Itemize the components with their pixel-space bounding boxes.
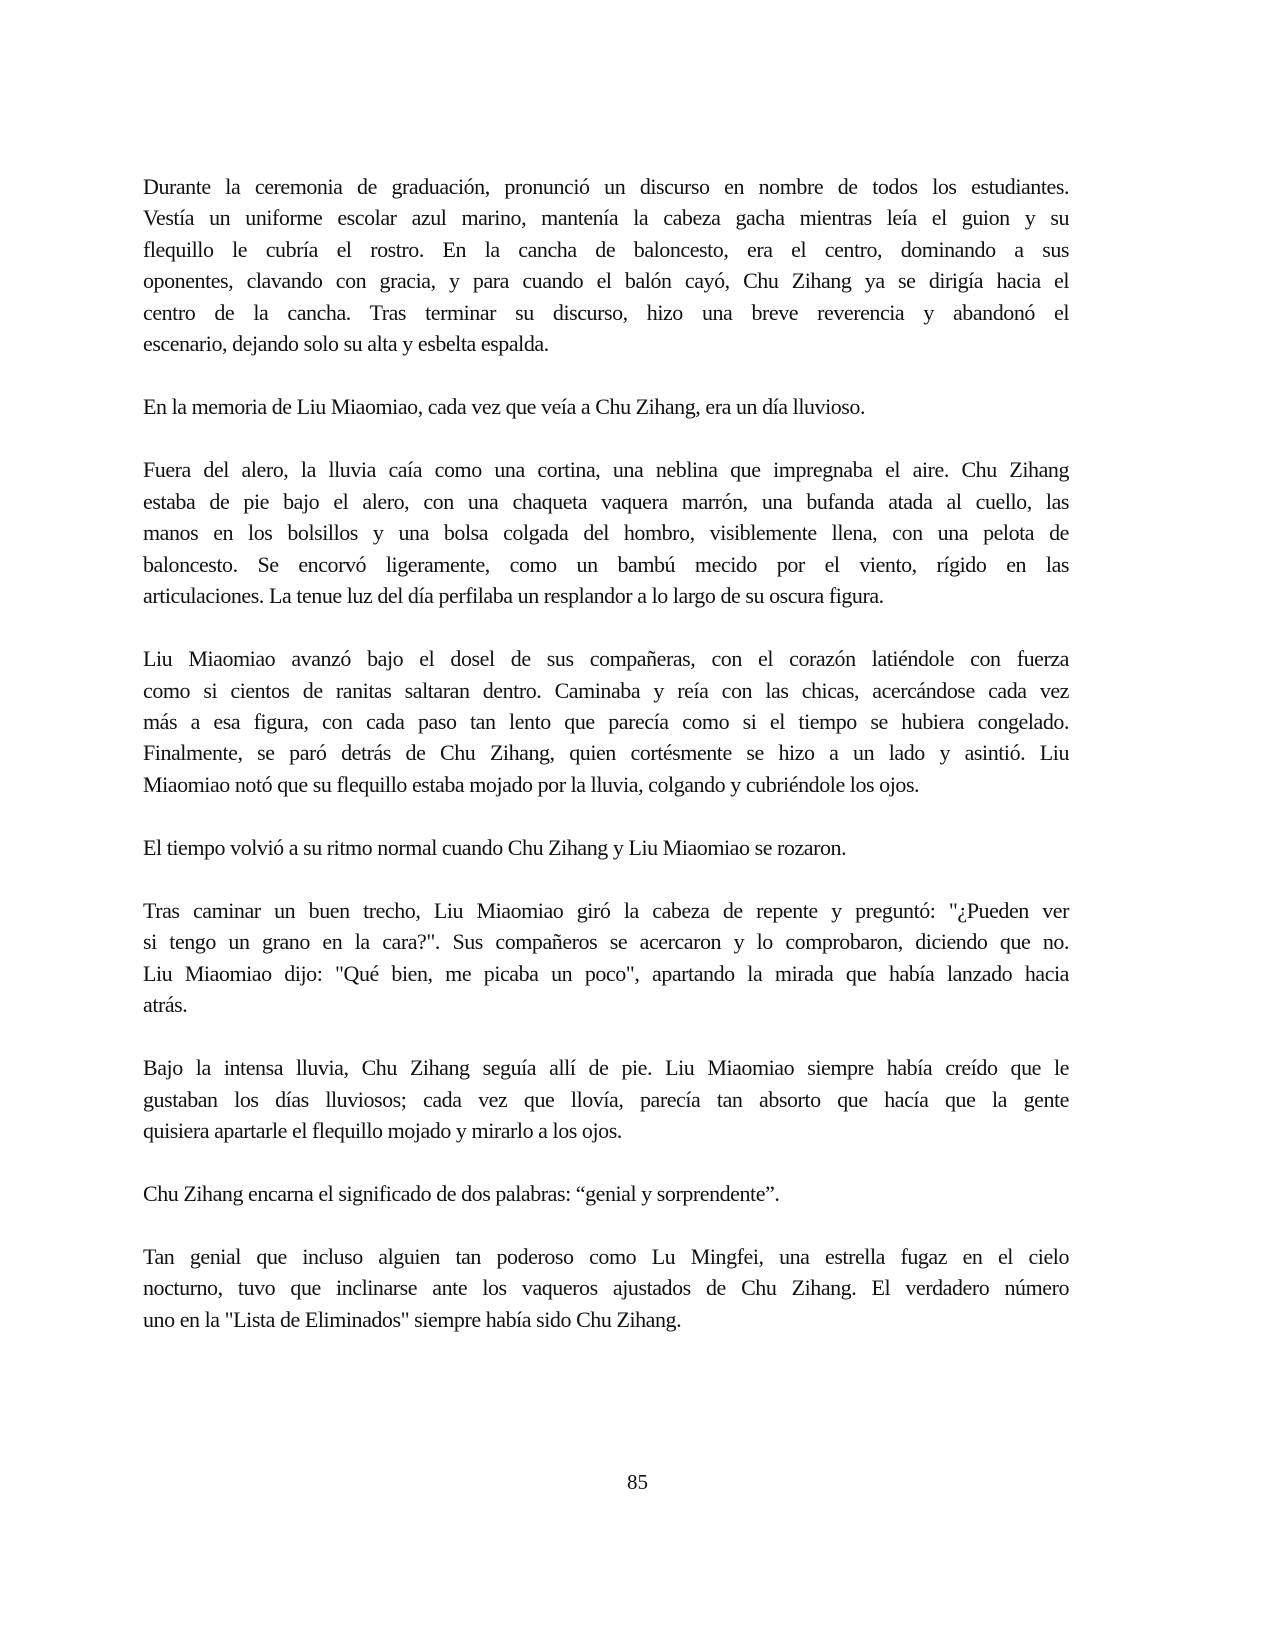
text-line: centro de la cancha. Tras terminar su discurso, hizo una breve reverencia y abandonó el (143, 299, 1069, 325)
text-line: Bajo la intensa lluvia, Chu Zihang seguía allí de pie. Liu Miaomiao siempre había creído que le (143, 1055, 1069, 1081)
text-line: oponentes, clavando con gracia, y para cuando el balón cayó, Chu Zihang ya se dirigía hacia el (143, 268, 1069, 294)
text-line: articulaciones. La tenue luz del día perfilaba un resplandor a lo largo de su oscura figura. (143, 583, 884, 609)
text-line: escenario, dejando solo su alta y esbelta espalda. (143, 331, 549, 357)
text-line: Tan genial que incluso alguien tan poderoso como Lu Mingfei, una estrella fugaz en el cielo (143, 1243, 1069, 1269)
text-line: atrás. (143, 992, 188, 1018)
text-line: manos en los bolsillos y una bolsa colgada del hombro, visiblemente llena, con una pelota de (143, 520, 1069, 546)
text-line: Vestía un uniforme escolar azul marino, mantenía la cabeza gacha mientras leía el guion y su (143, 205, 1069, 231)
text-line: Liu Miaomiao avanzó bajo el dosel de sus compañeras, con el corazón latiéndole con fuerza (143, 646, 1069, 672)
paragraph (143, 1052, 1069, 1146)
paragraph (143, 391, 1069, 422)
text-line: estaba de pie bajo el alero, con una chaqueta vaquera marrón, una bufanda atada al cuello, las (143, 488, 1069, 514)
text-line: nocturno, tuvo que inclinarse ante los vaqueros ajustados de Chu Zihang. El verdadero número (143, 1275, 1069, 1301)
page-number: 85 (627, 1470, 648, 1494)
text-line: baloncesto. Se encorvó ligeramente, como un bambú mecido por el viento, rígido en las (143, 551, 1069, 577)
text-line: flequillo le cubría el rostro. En la cancha de baloncesto, era el centro, dominando a sus (143, 236, 1069, 262)
text-line: El tiempo volvió a su ritmo normal cuando Chu Zihang y Liu Miaomiao se rozaron. (143, 834, 847, 860)
paragraph (143, 1241, 1069, 1335)
page-body (143, 171, 1069, 1367)
paragraph (143, 171, 1069, 360)
text-line: si tengo un grano en la cara?". Sus compañeros se acercaron y lo comprobaron, diciendo que no. (143, 929, 1069, 955)
text-line: En la memoria de Liu Miaomiao, cada vez que veía a Chu Zihang, era un día lluvioso. (143, 394, 866, 420)
text-line: Liu Miaomiao dijo: "Qué bien, me picaba un poco", apartando la mirada que había lanzado hacia (143, 960, 1069, 986)
paragraph (143, 832, 1069, 863)
paragraph (143, 1178, 1069, 1209)
text-line: Finalmente, se paró detrás de Chu Zihang, quien cortésmente se hizo a un lado y asintió. Liu (143, 740, 1069, 766)
paragraph (143, 895, 1069, 1021)
text-line: Chu Zihang encarna el significado de dos palabras: “genial y sorprendente”. (143, 1181, 780, 1206)
text-line: gustaban los días lluviosos; cada vez que llovía, parecía tan absorto que hacía que la gente (143, 1086, 1069, 1112)
text-line: más a esa figura, con cada paso tan lento que parecía como si el tiempo se hubiera congelado. (143, 708, 1069, 734)
text-line: Fuera del alero, la lluvia caía como una cortina, una neblina que impregnaba el aire. Chu Zihang (143, 457, 1069, 483)
text-line: Durante la ceremonia de graduación, pronunció un discurso en nombre de todos los estudiantes. (143, 174, 1069, 199)
text-line: quisiera apartarle el flequillo mojado y mirarlo a los ojos. (143, 1118, 622, 1144)
paragraph (143, 643, 1069, 800)
text-line: como si cientos de ranitas saltaran dentro. Caminaba y reía con las chicas, acercándose cada vez (143, 677, 1069, 703)
text-line: Tras caminar un buen trecho, Liu Miaomiao giró la cabeza de repente y preguntó: "¿Pueden ver (143, 897, 1069, 923)
paragraph (143, 454, 1069, 611)
text-line: Miaomiao notó que su flequillo estaba mojado por la lluvia, colgando y cubriéndole los ojos. (143, 771, 920, 797)
text-line: uno en la "Lista de Eliminados" siempre había sido Chu Zihang. (143, 1306, 682, 1332)
